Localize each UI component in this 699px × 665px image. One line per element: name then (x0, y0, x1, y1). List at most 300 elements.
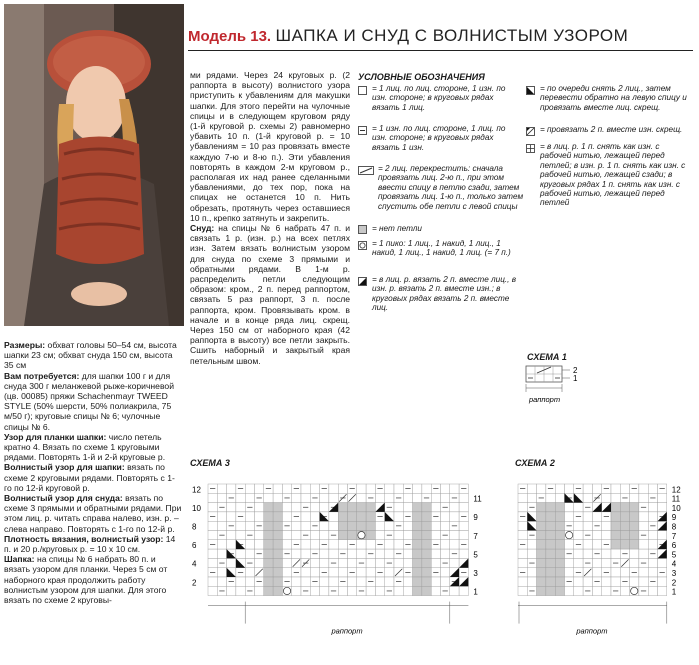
chart-cell (394, 540, 403, 549)
chart-cell (620, 484, 629, 493)
chart-cell (648, 540, 657, 549)
chart-cell (583, 521, 592, 530)
chart-cell (375, 558, 384, 567)
chart-cell (208, 503, 217, 512)
schema2-row-label: 4 (671, 559, 677, 569)
chart-cell (537, 540, 546, 549)
schema3-row-label: 4 (192, 559, 197, 569)
chart-cell (422, 568, 431, 577)
chart-cell (320, 586, 329, 595)
chart-cell (329, 493, 338, 502)
chart-cell (422, 512, 431, 521)
chart-cell (422, 503, 431, 512)
chart-cell (394, 503, 403, 512)
paragraph-text: на спицы № 6 набрать 47 п. и связать 1 р. (изн. р.) на всех петлях изн. Затем вязать волнистым узором для снуда по схеме 3 прямыми и обратными рядами. В 1-м р. распределить петли следующим образом: кром., 2 п. перед раппортом, связать 5 раз раппорт, 3 п. после раппорта, кром. Провязывать кром. в начале и в конце ряда лиц. скрещ. Через 150 см от наборного края (42 раппорта в высоту) все петли закрыть. Сшить наборный и закрытый края петельным швом. (190, 223, 350, 366)
chart-cell (441, 512, 450, 521)
chart-cell (385, 577, 394, 586)
legend-item: = в лиц. р. вязать 2 п. вместе лиц., в изн. р. вязать 2 п. вместе изн.; в круговых рядах вязать 2 п. вместе лиц. (372, 275, 516, 313)
chart-cell (527, 549, 536, 558)
chart-cell (450, 512, 459, 521)
chart-cell (282, 531, 291, 540)
chart-cell (574, 558, 583, 567)
chart-cell (394, 484, 403, 493)
chart-cell (227, 503, 236, 512)
chart-cell (357, 568, 366, 577)
chart-cell (518, 493, 527, 502)
schema2-row-label: 12 (671, 485, 681, 495)
purl-symbol-icon (358, 126, 367, 135)
chart-cell (422, 531, 431, 540)
chart-cell (245, 577, 254, 586)
chart-cell (583, 484, 592, 493)
chart-cell (320, 531, 329, 540)
chart-cell (413, 512, 422, 521)
chart-cell (329, 484, 338, 493)
chart-cell (537, 521, 546, 530)
chart-cell (431, 549, 440, 558)
chart-cell (592, 540, 601, 549)
chart-cell (366, 568, 375, 577)
chart-cell (292, 493, 301, 502)
chart-cell (441, 521, 450, 530)
chart-cell (217, 549, 226, 558)
legend-item: = в лиц. р. 1 п. снять как изн. с рабочей нитью, лежащей перед петлей; в изн. р. 1 п. снять как изн. с рабочей нитью, лежащей сзади; в круговых рядах 1 п. снять как изн. с рабочей нитью, лежащей перед петлей (540, 142, 686, 208)
chart-cell (441, 549, 450, 558)
chart-cell (310, 540, 319, 549)
chart-cell (357, 512, 366, 521)
chart-cell (431, 577, 440, 586)
chart-cell (320, 503, 329, 512)
chart-cell (459, 549, 468, 558)
chart-cell (648, 586, 657, 595)
chart-cell (255, 558, 264, 567)
chart-cell (301, 549, 310, 558)
chart-cell (611, 549, 620, 558)
legend (356, 84, 696, 344)
chart-cell (394, 558, 403, 567)
chart-cell (546, 531, 555, 540)
chart-cell (320, 577, 329, 586)
paragraph (4, 493, 182, 534)
chart-cell (639, 512, 648, 521)
chart-cell (574, 521, 583, 530)
chart-cell (348, 586, 357, 595)
chart-cell (208, 531, 217, 540)
chart-cell (338, 512, 347, 521)
chart-cell (273, 586, 282, 595)
chart-cell (357, 540, 366, 549)
chart-cell (292, 577, 301, 586)
chart-cell (403, 493, 412, 502)
chart-cell (537, 531, 546, 540)
chart-cell (611, 577, 620, 586)
chart-cell (431, 558, 440, 567)
chart-cell (273, 503, 282, 512)
chart-cell (236, 549, 245, 558)
legend-item: = 1 изн. по лиц. стороне, 1 лиц. по изн. стороне; в круговых рядах вязать 1 изн. (372, 124, 506, 152)
model-photo (4, 4, 184, 326)
chart-cell (227, 586, 236, 595)
chart-cell (546, 577, 555, 586)
chart-cell (527, 540, 536, 549)
chart-cell (208, 521, 217, 530)
chart-cell (329, 549, 338, 558)
chart-cell (366, 586, 375, 595)
chart-cell (583, 512, 592, 521)
chart-cell (431, 531, 440, 540)
chart-cell (459, 531, 468, 540)
chart-cell (366, 512, 375, 521)
schema2-chart (512, 478, 698, 656)
chart-cell (630, 558, 639, 567)
chart-cell (450, 531, 459, 540)
chart-cell (236, 577, 245, 586)
schema3-row-label: 12 (192, 485, 201, 495)
schema1-rapport-label: раппорт (529, 395, 561, 404)
chart-cell (611, 568, 620, 577)
chart-cell (375, 493, 384, 502)
chart-cell (602, 586, 611, 595)
chart-cell (565, 558, 574, 567)
chart-cell (611, 540, 620, 549)
chart-cell (236, 503, 245, 512)
left-text-column (4, 340, 182, 605)
chart-cell (639, 549, 648, 558)
chart-cell (375, 586, 384, 595)
schema3-row-label: 5 (473, 550, 478, 560)
chart-cell (555, 540, 564, 549)
schema2-row-label: 6 (671, 541, 677, 551)
chart-cell (348, 503, 357, 512)
chart-cell (217, 493, 226, 502)
chart-cell (630, 531, 639, 540)
chart-cell (273, 521, 282, 530)
chart-cell (527, 484, 536, 493)
chart-cell (648, 531, 657, 540)
schema2-rapport-label: раппорт (576, 626, 608, 636)
chart-cell (518, 521, 527, 530)
chart-cell (565, 512, 574, 521)
chart-cell (403, 521, 412, 530)
chart-cell (639, 493, 648, 502)
picot-mark (631, 587, 638, 594)
chart-cell (329, 521, 338, 530)
chart-cell (301, 512, 310, 521)
schema2-row-label: 3 (671, 569, 677, 578)
chart-cell (385, 549, 394, 558)
chart-cell (403, 503, 412, 512)
chart-cell (422, 586, 431, 595)
chart-cell (611, 493, 620, 502)
paragraph-label: Размеры: (4, 340, 46, 350)
chart-cell (208, 549, 217, 558)
knit-symbol-icon (358, 86, 367, 95)
paragraph (4, 432, 182, 463)
chart-cell (592, 586, 601, 595)
chart-cell (422, 549, 431, 558)
chart-cell (413, 586, 422, 595)
chart-cell (459, 493, 468, 502)
paragraph-label: Волнистый узор для снуда: (4, 493, 123, 504)
chart-cell (565, 503, 574, 512)
chart-cell (208, 558, 217, 567)
chart-cell (555, 577, 564, 586)
chart-cell (537, 549, 546, 558)
paragraph-text: на спицы № 6 набрать 80 п. и вязать узором для планки. Через 5 см от наборного края продолжить работу волнистым узором для шапки. Для этого вязать по схеме 2 круговы- (4, 554, 168, 606)
chart-cell (245, 521, 254, 530)
chart-cell (227, 540, 236, 549)
schema2-row-label: 8 (671, 522, 677, 532)
chart-cell (273, 484, 282, 493)
chart-cell (329, 540, 338, 549)
paragraph (4, 371, 182, 432)
chart-cell (375, 521, 384, 530)
chart-cell (413, 503, 422, 512)
chart-cell (602, 577, 611, 586)
chart-cell (403, 531, 412, 540)
model-photo-illustration (4, 4, 184, 326)
chart-cell (338, 586, 347, 595)
chart-cell (227, 531, 236, 540)
chart-cell (658, 503, 667, 512)
chart-cell (555, 521, 564, 530)
chart-cell (320, 493, 329, 502)
chart-cell (592, 558, 601, 567)
chart-cell (546, 586, 555, 595)
model-title: ШАПКА И СНУД С ВОЛНИСТЫМ УЗОРОМ (275, 26, 629, 45)
chart-cell (422, 521, 431, 530)
chart-cell (620, 531, 629, 540)
chart-cell (338, 484, 347, 493)
paragraph-label: Узор для планки шапки: (4, 431, 107, 442)
chart-cell (329, 512, 338, 521)
chart-cell (639, 568, 648, 577)
picot-symbol-icon (358, 241, 367, 250)
chart-cell (385, 568, 394, 577)
chart-cell (273, 493, 282, 502)
chart-cell (357, 503, 366, 512)
chart-cell (208, 586, 217, 595)
schema3-row-label: 7 (473, 531, 478, 541)
chart-cell (227, 512, 236, 521)
chart-cell (357, 577, 366, 586)
chart-cell (385, 521, 394, 530)
chart-cell (518, 531, 527, 540)
chart-cell (630, 493, 639, 502)
chart-cell (630, 512, 639, 521)
chart-cell (403, 586, 412, 595)
chart-cell (301, 521, 310, 530)
chart-cell (273, 568, 282, 577)
schema2-title: СХЕМА 2 (515, 458, 555, 468)
chart-cell (431, 586, 440, 595)
chart-cell (236, 521, 245, 530)
chart-cell (264, 577, 273, 586)
chart-cell (546, 558, 555, 567)
chart-cell (639, 540, 648, 549)
chart-cell (592, 531, 601, 540)
chart-cell (459, 586, 468, 595)
chart-cell (348, 549, 357, 558)
chart-cell (338, 531, 347, 540)
schema1-row-label: 1 (573, 374, 578, 383)
p2tog-tbl-symbol-icon (526, 127, 535, 136)
page-title (188, 26, 693, 51)
chart-cell (292, 549, 301, 558)
chart-cell (658, 558, 667, 567)
chart-cell (264, 503, 273, 512)
chart-cell (292, 586, 301, 595)
chart-cell (620, 503, 629, 512)
chart-cell (413, 568, 422, 577)
paragraph-text: 14 п. и 20 р./круговых р. = 10 х 10 см. (4, 533, 176, 555)
picot-mark (566, 532, 573, 539)
chart-cell (394, 512, 403, 521)
chart-cell (555, 493, 564, 502)
chart-cell (592, 568, 601, 577)
chart-cell (208, 493, 217, 502)
schema3-row-label: 11 (473, 494, 482, 504)
chart-cell (422, 577, 431, 586)
chart-cell (413, 484, 422, 493)
chart-cell (348, 531, 357, 540)
chart-cell (338, 521, 347, 530)
chart-cell (658, 577, 667, 586)
chart-cell (264, 493, 273, 502)
paragraph-text: обхват головы 50–54 см, высота шапки 23 см; обхват снуда 150 см, высота 35 см (4, 340, 177, 371)
chart-cell (320, 521, 329, 530)
chart-cell (450, 484, 459, 493)
chart-cell (282, 540, 291, 549)
schema3-row-label: 8 (192, 522, 197, 532)
chart-cell (403, 549, 412, 558)
chart-cell (255, 540, 264, 549)
chart-cell (602, 521, 611, 530)
chart-cell (546, 540, 555, 549)
chart-cell (236, 493, 245, 502)
chart-cell (255, 503, 264, 512)
schema3-row-label: 6 (192, 541, 197, 551)
chart-cell (264, 521, 273, 530)
chart-cell (441, 568, 450, 577)
schema3-chart (190, 478, 500, 656)
chart-cell (413, 531, 422, 540)
picot-mark (283, 587, 290, 594)
chart-cell (630, 577, 639, 586)
chart-cell (565, 540, 574, 549)
chart-cell (366, 558, 375, 567)
chart-cell (620, 512, 629, 521)
chart-cell (648, 568, 657, 577)
chart-cell (518, 549, 527, 558)
chart-cell (413, 540, 422, 549)
chart-cell (357, 521, 366, 530)
chart-cell (348, 577, 357, 586)
chart-cell (310, 484, 319, 493)
chart-cell (264, 540, 273, 549)
chart-cell (264, 531, 273, 540)
paragraph-label: Волнистый узор для шапки: (4, 462, 125, 473)
chart-cell (273, 540, 282, 549)
chart-cell (245, 493, 254, 502)
legend-item: = по очереди снять 2 лиц., затем перевести обратно на левую спицу и провязать вместе лиц. скрещ. (540, 84, 687, 112)
paragraph-label: Вам потребуется: (4, 370, 80, 381)
chart-cell (518, 558, 527, 567)
chart-cell (245, 549, 254, 558)
chart-cell (611, 503, 620, 512)
chart-cell (648, 484, 657, 493)
schema3-row-label: 3 (473, 569, 478, 578)
schema1-title: СХЕМА 1 (527, 352, 567, 362)
chart-cell (620, 586, 629, 595)
chart-cell (310, 512, 319, 521)
chart-cell (611, 484, 620, 493)
chart-cell (282, 512, 291, 521)
chart-cell (518, 586, 527, 595)
schema2-row-label: 2 (671, 578, 677, 588)
chart-cell (301, 484, 310, 493)
chart-cell (639, 521, 648, 530)
chart-cell (602, 558, 611, 567)
chart-cell (450, 586, 459, 595)
chart-cell (620, 540, 629, 549)
paragraph (190, 223, 350, 366)
chart-cell (450, 540, 459, 549)
chart-cell (611, 531, 620, 540)
chart-cell (310, 531, 319, 540)
chart-cell (264, 568, 273, 577)
chart-cell (658, 586, 667, 595)
schema3-row-label: 1 (473, 587, 478, 597)
paragraph (4, 554, 182, 605)
paragraph-text: для шапки 100 г и для снуда 300 г меланжевой рыже-коричневой (цв. 00085) пряжи Schachenmayr TWEED STYLE (50% шерсти, 50% полиакрила, 75 м/50 г); круговые спицы № 6; чулочные спицы № 6. (4, 370, 175, 432)
schema3-rapport-label: раппорт (331, 626, 363, 636)
chart-cell (546, 568, 555, 577)
chart-cell (245, 540, 254, 549)
chart-cell (403, 558, 412, 567)
paragraph-text: число петель кратно 4. Вязать по схеме 1 круговыми рядами. Повторять 1-й и 2-й круговые р. (4, 431, 166, 463)
ssk-symbol-icon (526, 86, 535, 95)
chart-cell (273, 531, 282, 540)
chart-cell (620, 568, 629, 577)
chart-cell (236, 586, 245, 595)
chart-cell (518, 577, 527, 586)
chart-cell (459, 503, 468, 512)
chart-cell (441, 493, 450, 502)
chart-cell (441, 540, 450, 549)
chart-cell (648, 503, 657, 512)
legend-item: = 2 лиц. перекрестить: сначала провязать лиц. 2-ю п., при этом ввести спицу в петлю сзади, затем провязать лиц. 1-ю п., только затем спустить обе петли с левой спицы (378, 164, 524, 211)
chart-cell (366, 531, 375, 540)
cross-stitch-symbol-icon (358, 166, 374, 175)
chart-cell (648, 512, 657, 521)
chart-cell (217, 521, 226, 530)
middle-text-column (190, 70, 350, 366)
chart-cell (555, 549, 564, 558)
schema1-chart (525, 362, 615, 408)
chart-cell (245, 568, 254, 577)
chart-cell (565, 586, 574, 595)
schema3-row-label: 10 (192, 503, 201, 513)
chart-cell (227, 484, 236, 493)
chart-cell (555, 568, 564, 577)
chart-cell (310, 503, 319, 512)
chart-cell (245, 484, 254, 493)
chart-cell (329, 577, 338, 586)
chart-cell (301, 577, 310, 586)
paragraph (4, 340, 182, 371)
chart-cell (630, 549, 639, 558)
